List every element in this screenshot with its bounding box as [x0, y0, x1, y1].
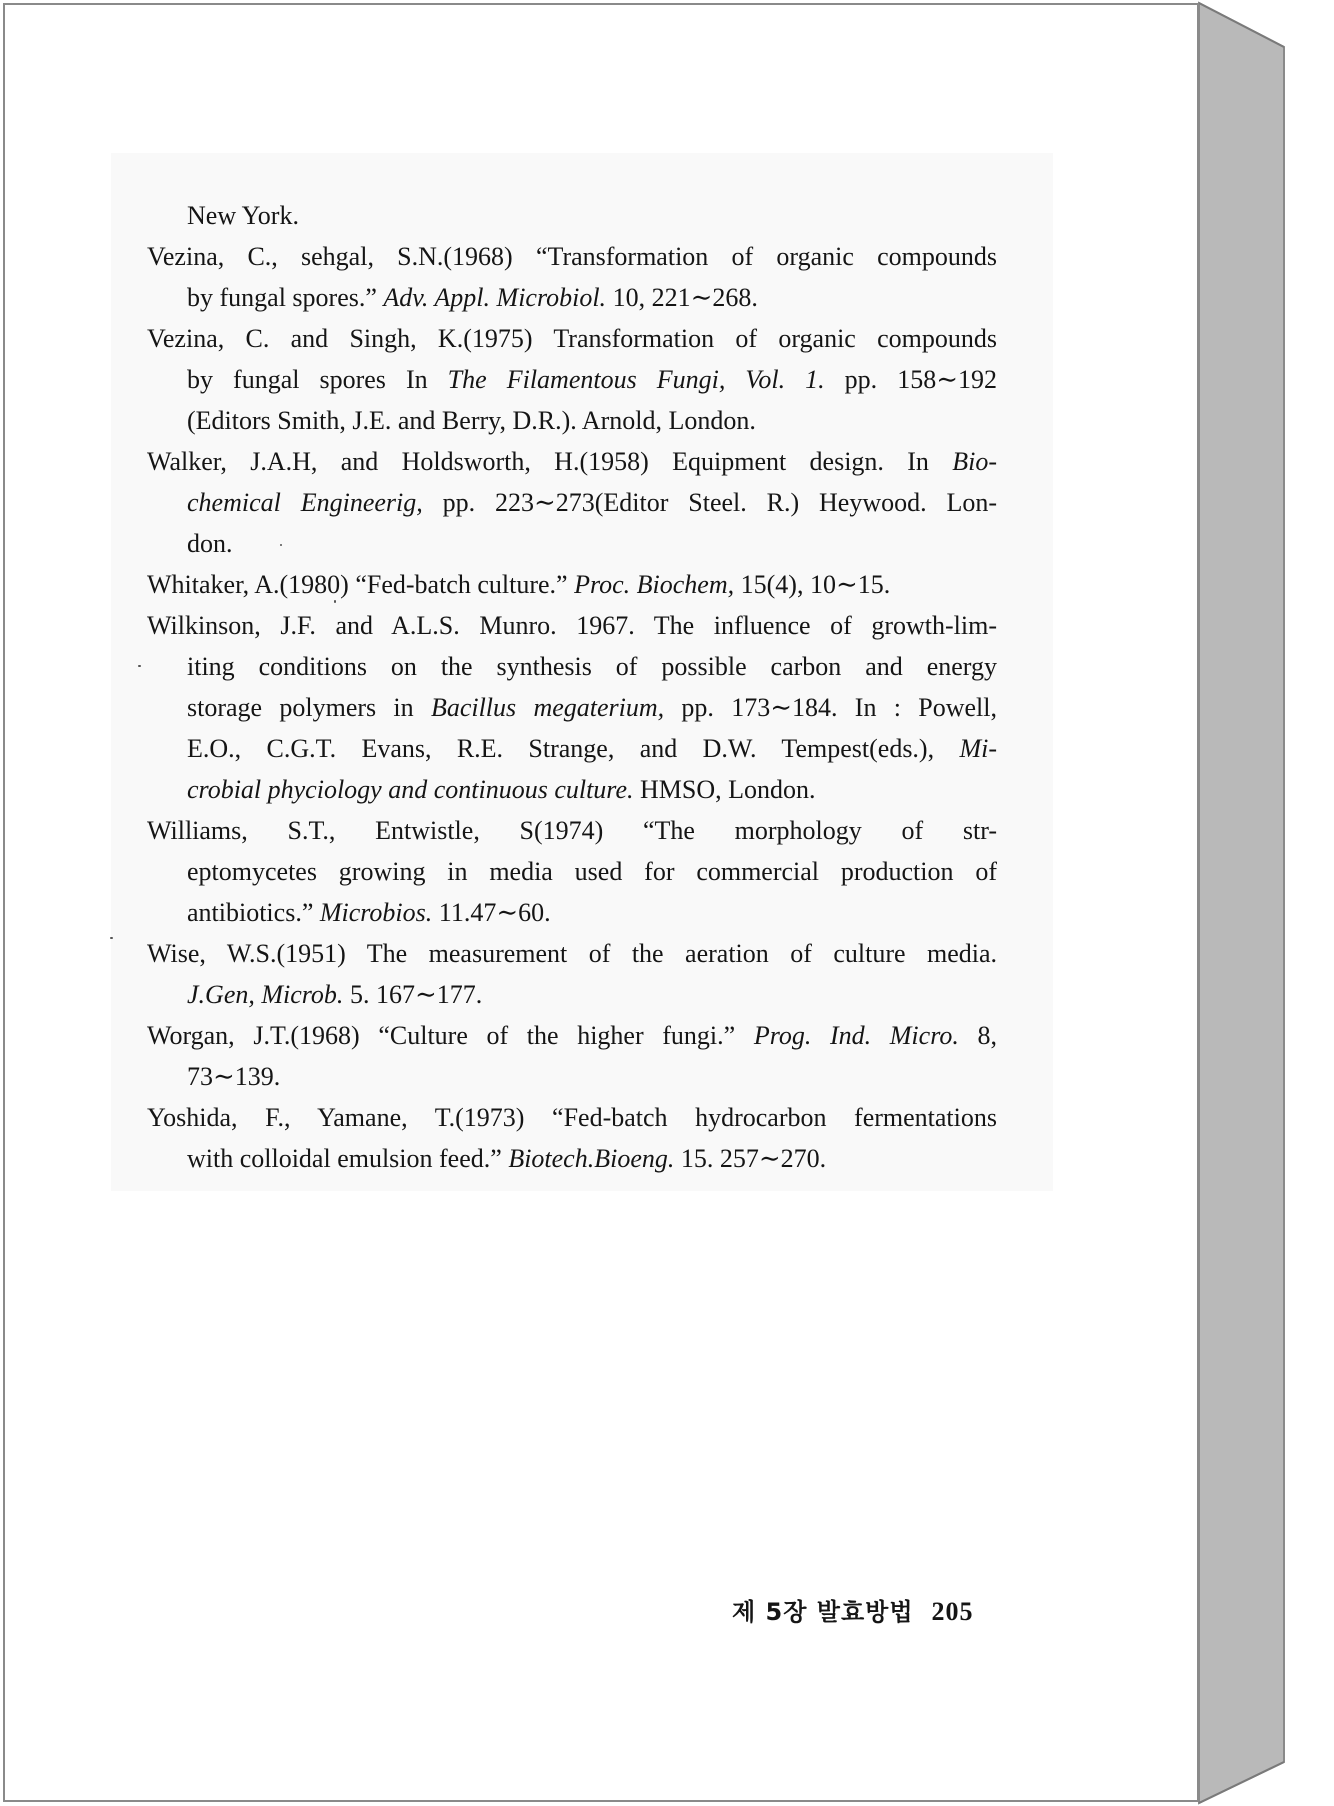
reference-line	[147, 236, 997, 277]
reference-line	[147, 851, 997, 892]
reference-italic-text: Microbios.	[319, 898, 433, 927]
reference-text: pp. 173∼184. In : Powell,	[664, 693, 997, 722]
reference-line	[147, 441, 997, 482]
reference-italic-text: Biotech.Bioeng.	[508, 1144, 675, 1173]
reference-text: 73∼139.	[187, 1062, 281, 1091]
reference-entry	[147, 236, 997, 318]
reference-line	[147, 728, 997, 769]
reference-line	[147, 1138, 997, 1179]
reference-line	[147, 974, 997, 1015]
reference-line	[147, 318, 997, 359]
reference-text: by fungal spores.”	[187, 283, 384, 312]
reference-line	[147, 605, 997, 646]
reference-text: 11.47∼60.	[432, 898, 551, 927]
reference-line	[147, 892, 997, 933]
reference-entry	[147, 605, 997, 810]
reference-text: (Editors Smith, J.E. and Berry, D.R.). Arnold, London.	[187, 406, 756, 435]
reference-text: Walker, J.A.H, and Holdsworth, H.(1958) Equipment design. In	[147, 447, 953, 476]
reference-text: 5. 167∼177.	[343, 980, 483, 1009]
reference-italic-text: Adv. Appl. Microbiol.	[383, 283, 607, 312]
chapter-title: 제 5장 발효방법	[732, 1598, 914, 1626]
reference-entry	[147, 933, 997, 1015]
reference-entry	[147, 1097, 997, 1179]
reference-line	[147, 1056, 997, 1097]
reference-entry	[147, 195, 997, 236]
scan-speck	[334, 600, 336, 603]
reference-italic-text: The Filamentous Fungi, Vol. 1.	[447, 365, 825, 394]
reference-line	[147, 1015, 997, 1056]
reference-line	[147, 564, 997, 605]
reference-entry	[147, 1015, 997, 1097]
reference-text: 10, 221∼268.	[606, 283, 758, 312]
reference-list	[147, 195, 997, 1179]
reference-entry	[147, 810, 997, 933]
reference-text: by fungal spores In	[187, 365, 448, 394]
reference-entry	[147, 318, 997, 441]
reference-text: Williams, S.T., Entwistle, S(1974) “The morphology of str-	[147, 816, 997, 845]
reference-italic-text: Prog. Ind. Micro.	[753, 1021, 959, 1050]
reference-line	[147, 359, 997, 400]
reference-line	[147, 277, 997, 318]
reference-italic-text: chemical Engineerig,	[187, 488, 423, 517]
reference-text: don.	[187, 529, 233, 558]
reference-text: Whitaker, A.(1980) “Fed-batch culture.”	[147, 570, 575, 599]
reference-text: Vezina, C., sehgal, S.N.(1968) “Transformation of organic compounds	[147, 242, 997, 271]
reference-line	[147, 933, 997, 974]
reference-text: 15(4), 10∼15.	[734, 570, 891, 599]
scan-speck	[110, 937, 113, 939]
reference-text: Wise, W.S.(1951) The measurement of the aeration of culture media.	[147, 939, 997, 968]
page-footer	[732, 1590, 982, 1634]
reference-line	[147, 523, 997, 564]
reference-italic-text: Mi-	[959, 734, 997, 763]
reference-text: iting conditions on the synthesis of possible carbon and energy	[187, 652, 997, 681]
reference-line	[147, 810, 997, 851]
reference-text: pp. 158∼192	[824, 365, 997, 394]
reference-line	[147, 400, 997, 441]
reference-line	[147, 195, 997, 236]
reference-text: HMSO, London.	[633, 775, 816, 804]
reference-italic-text: crobial phyciology and continuous culture.	[187, 775, 634, 804]
page-number: 205	[931, 1597, 974, 1626]
reference-entry	[147, 564, 997, 605]
reference-text: Yoshida, F., Yamane, T.(1973) “Fed-batch hydrocarbon fermentations	[147, 1103, 997, 1132]
reference-text: Vezina, C. and Singh, K.(1975) Transformation of organic compounds	[147, 324, 997, 353]
reference-text: eptomycetes growing in media used for commercial production of	[187, 857, 997, 886]
reference-entry	[147, 441, 997, 564]
reference-text: pp. 223∼273(Editor Steel. R.) Heywood. Lon-	[422, 488, 997, 517]
spine-face	[1199, 3, 1284, 1803]
scan-speck	[138, 665, 141, 667]
reference-italic-text: Proc. Biochem,	[574, 570, 735, 599]
reference-text: Worgan, J.T.(1968) “Culture of the higher fungi.”	[147, 1021, 754, 1050]
reference-italic-text: Bio-	[952, 447, 997, 476]
reference-line	[147, 646, 997, 687]
reference-text: 8,	[958, 1021, 997, 1050]
reference-text: New York.	[187, 201, 299, 230]
reference-text: storage polymers in	[187, 693, 431, 722]
reference-line	[147, 482, 997, 523]
reference-line	[147, 687, 997, 728]
reference-italic-text: Bacillus megaterium,	[430, 693, 665, 722]
reference-text: with colloidal emulsion feed.”	[187, 1144, 509, 1173]
reference-text: antibiotics.”	[187, 898, 320, 927]
reference-text: Wilkinson, J.F. and A.L.S. Munro. 1967. The influence of growth-lim-	[147, 611, 997, 640]
reference-text: 15. 257∼270.	[674, 1144, 827, 1173]
reference-text: E.O., C.G.T. Evans, R.E. Strange, and D.W. Tempest(eds.),	[187, 734, 960, 763]
reference-line	[147, 769, 997, 810]
reference-line	[147, 1097, 997, 1138]
scan-speck	[280, 544, 282, 546]
reference-italic-text: J.Gen, Microb.	[187, 980, 344, 1009]
